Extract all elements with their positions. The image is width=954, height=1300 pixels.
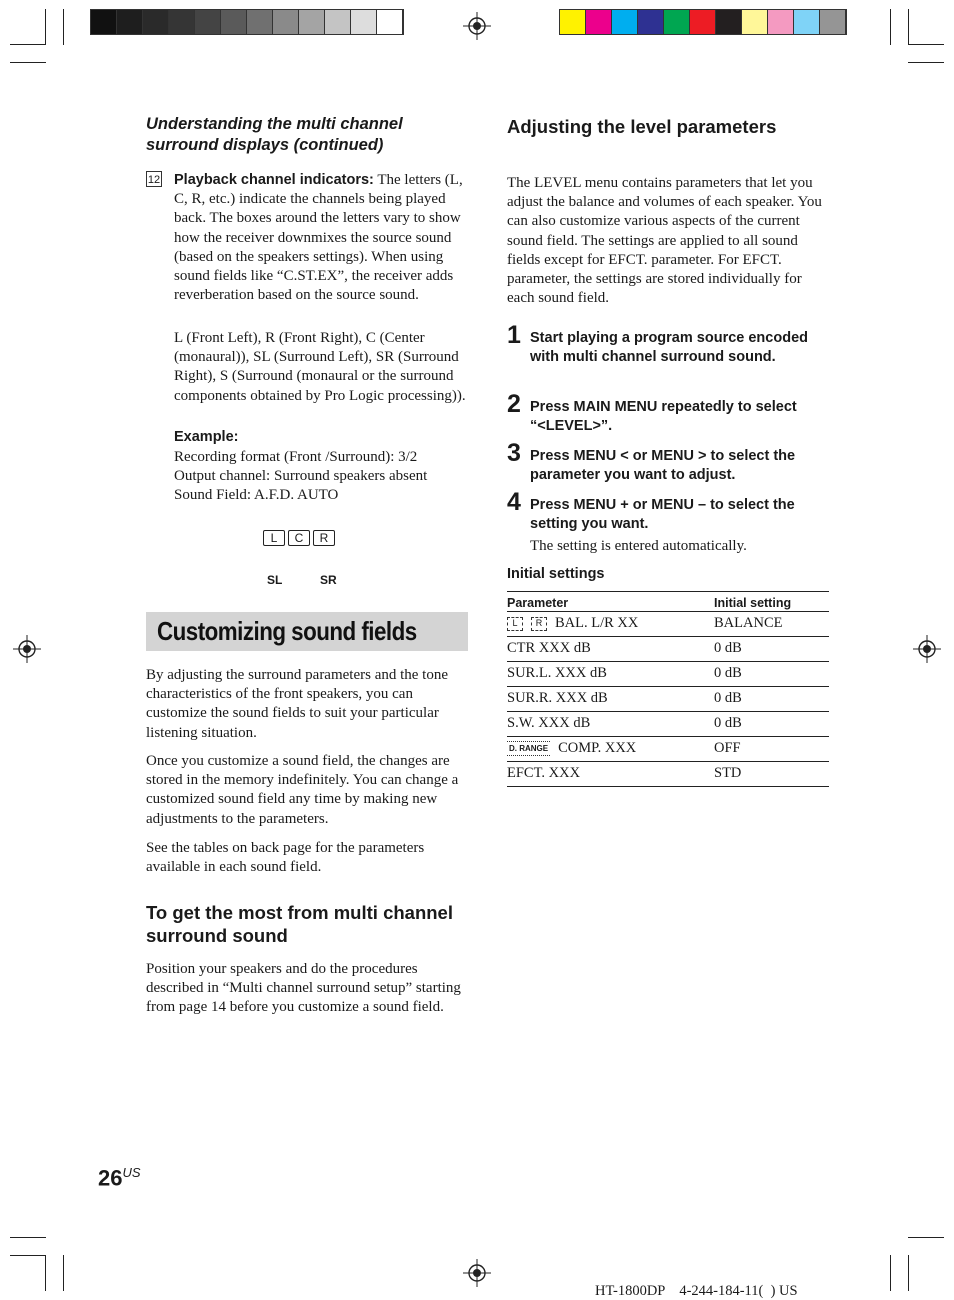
color-swatch	[91, 10, 117, 34]
page-number-value: 26	[98, 1165, 123, 1191]
step-number: 2	[507, 390, 521, 418]
color-swatch	[638, 10, 664, 34]
continued-subheading: Understanding the multi channel surround displays (continued)	[146, 115, 403, 154]
step-text: Start playing a program source encoded with multi channel surround sound.	[530, 330, 808, 365]
param-name: CTR XXX dB	[507, 637, 714, 662]
color-swatch	[560, 10, 586, 34]
indicator-l: L	[263, 530, 285, 546]
item-lead: Playback channel indicators:	[174, 172, 374, 188]
color-swatch	[377, 10, 403, 34]
indicator-sr: SR	[320, 573, 337, 587]
balance-right-icon: R	[531, 617, 547, 631]
color-swatch	[664, 10, 690, 34]
color-swatch	[742, 10, 768, 34]
balance-left-icon: L	[507, 617, 523, 631]
table-cell	[507, 737, 714, 762]
param-value: 0 dB	[714, 712, 829, 737]
table-header-row	[507, 592, 829, 612]
param-name: COMP. XXX	[558, 740, 637, 756]
model-code: HT-1800DP 4-244-184-11( ) US	[595, 1283, 798, 1299]
indicator-sl: SL	[267, 573, 283, 587]
column-header: Parameter	[507, 592, 714, 612]
playback-indicators-paragraph	[174, 171, 474, 305]
color-swatch	[299, 10, 325, 34]
table-row	[507, 762, 829, 787]
param-value: STD	[714, 762, 829, 787]
color-swatch	[794, 10, 820, 34]
multichannel-heading: To get the most from multi channel surround sound	[146, 902, 453, 946]
level-parameters-heading: Adjusting the level parameters	[507, 116, 777, 137]
item-number-badge: 12	[146, 171, 162, 187]
param-name: SUR.R. XXX dB	[507, 687, 714, 712]
speaker-position-paragraph: Position your speakers and do the procedures described in “Multi channel surround setup” starting from page 14 before you customize a sound field.	[146, 961, 461, 1016]
page-suffix: US	[122, 1165, 141, 1180]
param-name: SUR.L. XXX dB	[507, 662, 714, 687]
example-line: Recording format (Front /Surround): 3/2	[174, 449, 418, 465]
example-line: Sound Field: A.F.D. AUTO	[174, 487, 339, 504]
color-swatch	[586, 10, 612, 34]
param-name: EFCT. XXX	[507, 762, 714, 787]
param-value: 0 dB	[714, 687, 829, 712]
example-label: Example:	[174, 429, 239, 445]
param-name: S.W. XXX dB	[507, 712, 714, 737]
registration-mark-icon	[463, 1259, 491, 1287]
color-swatch	[612, 10, 638, 34]
registration-mark-icon	[13, 635, 41, 663]
color-swatch	[325, 10, 351, 34]
indicator-c: C	[288, 530, 310, 546]
memory-paragraph: Once you customize a sound field, the changes are stored in the memory indefinitely. You can change a customized sound field any time by making new adjustments to the parameters.	[146, 753, 459, 827]
color-swatch	[768, 10, 794, 34]
channel-indicator-display	[263, 530, 335, 546]
tables-reference-paragraph: See the tables on back page for the parameters available in each sound field.	[146, 840, 425, 876]
initial-settings-heading: Initial settings	[507, 566, 605, 582]
example-line: Output channel: Surround speakers absent	[174, 468, 428, 485]
level-intro-paragraph: The LEVEL menu contains parameters that let you adjust the balance and volumes of each speaker. You can also customize various aspects of the current sound field. The settings are applied to all sound fields except for EFCT. parameter. For EFCT. parameter, the settings are stored individually for each sound field.	[507, 175, 822, 307]
table-row	[507, 612, 829, 637]
table-row	[507, 712, 829, 737]
item-text: The letters (L, C, R, etc.) indicate the channels being played back. The boxes around the letters vary to show how the receiver downmixes the source sound (based on the speakers settings). When using sound fields like “C.ST.EX”, the receiver adds reverberation based on the source sound.	[174, 172, 463, 304]
param-name: BAL. L/R XX	[555, 615, 639, 631]
indicator-r: R	[313, 530, 335, 546]
step-number: 1	[507, 321, 521, 349]
step-number: 4	[507, 488, 521, 516]
registration-mark-icon	[463, 12, 491, 40]
table-row	[507, 637, 829, 662]
table-cell	[507, 612, 714, 637]
step-text: Press MENU < or MENU > to select the parameter you want to adjust.	[530, 448, 796, 483]
registration-mark-icon	[913, 635, 941, 663]
channel-legend-paragraph: L (Front Left), R (Front Right), C (Center (monaural)), SL (Surround Left), SR (Surround Right), S (Surround (monaural or the surround components obtained by Pro Logic processing)).	[174, 330, 466, 404]
param-value: BALANCE	[714, 612, 829, 637]
d-range-icon: D. RANGE	[507, 741, 550, 756]
column-header: Initial setting	[714, 592, 829, 612]
page-number	[98, 1165, 141, 1191]
param-value: 0 dB	[714, 662, 829, 687]
color-swatch	[351, 10, 377, 34]
table-row	[507, 662, 829, 687]
color-swatch	[273, 10, 299, 34]
gray-calibration-bar	[90, 9, 404, 35]
step-number: 3	[507, 439, 521, 467]
section-title: Customizing sound fields	[157, 616, 417, 646]
color-swatch	[195, 10, 221, 34]
color-swatch	[143, 10, 169, 34]
param-value: OFF	[714, 737, 829, 762]
color-swatch	[117, 10, 143, 34]
intro-paragraph: By adjusting the surround parameters and the tone characteristics of the front speakers, you can customize the sound fields to suit your particular listening situation.	[146, 667, 449, 741]
color-swatch	[716, 10, 742, 34]
example-lines	[174, 448, 474, 506]
color-calibration-bar	[559, 9, 847, 35]
step-text: Press MAIN MENU repeatedly to select “<LEVEL>”.	[530, 399, 797, 434]
color-swatch	[820, 10, 846, 34]
color-swatch	[247, 10, 273, 34]
table-row	[507, 687, 829, 712]
param-value: 0 dB	[714, 637, 829, 662]
color-swatch	[690, 10, 716, 34]
step-note: The setting is entered automatically.	[530, 538, 747, 554]
step-text: Press MENU + or MENU – to select the setting you want.	[530, 497, 795, 532]
color-swatch	[221, 10, 247, 34]
color-swatch	[169, 10, 195, 34]
table-row	[507, 737, 829, 762]
initial-settings-table	[507, 591, 829, 787]
